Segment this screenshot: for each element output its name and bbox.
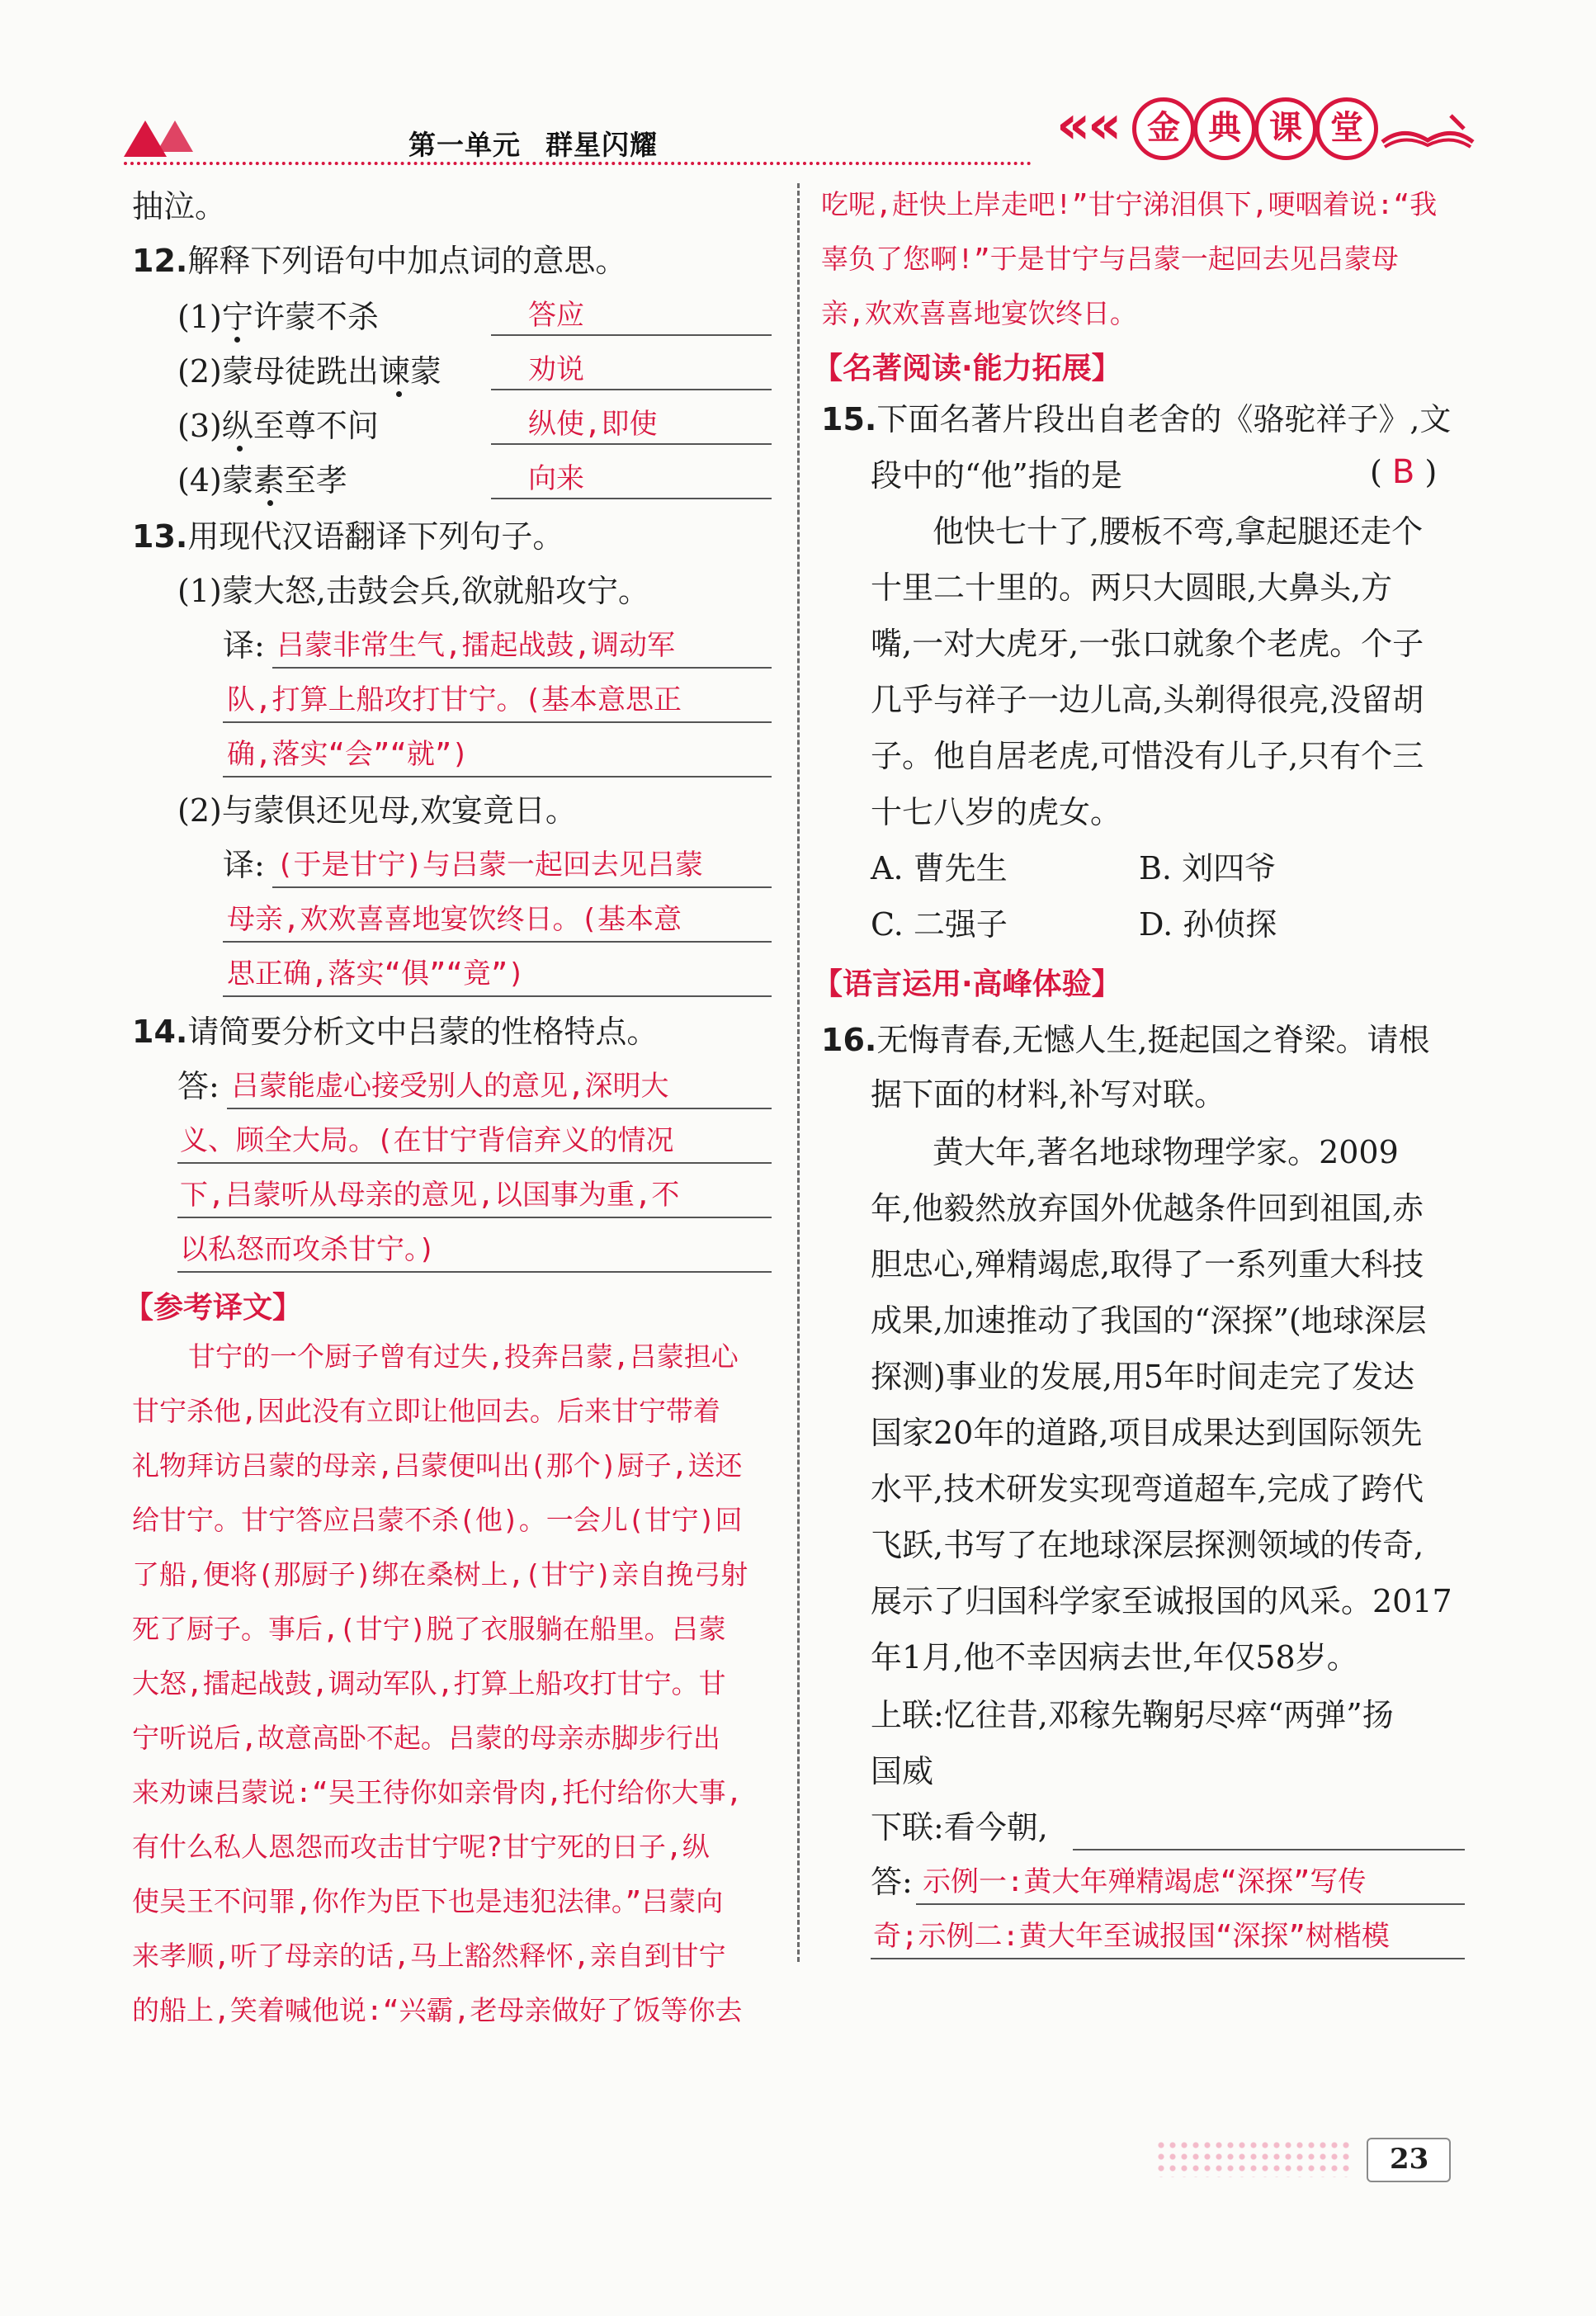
reference-line: 亲,欢欢喜喜地宴饮终日。: [821, 297, 1137, 329]
emphasis-dot: [237, 446, 243, 451]
brand-logo: [1056, 91, 1494, 165]
material-line: 飞跃,书写了在地球深层探测领域的传奇,: [871, 1527, 1424, 1563]
answer-line: [223, 941, 772, 943]
upper-couplet-cont: 国威: [871, 1753, 934, 1789]
q12-answer-4: 向来: [528, 462, 584, 495]
brand-char: 金: [1132, 97, 1195, 160]
answer-line: [491, 498, 772, 499]
answer-line: [1073, 1849, 1465, 1850]
passage-line: 他快七十了,腰板不弯,拿起腿还走个: [933, 513, 1424, 550]
material-line: 年1月,他不幸因病去世,年仅58岁。: [871, 1639, 1358, 1676]
reference-line: 吃呢,赶快上岸走吧!”甘宁涕泪俱下,哽咽着说:“我: [821, 188, 1438, 220]
upper-couplet: 上联:忆往昔,邓稼先鞠躬尽瘁“两弹”扬: [871, 1697, 1394, 1733]
answer-line: [491, 389, 772, 390]
q15-stem: 下面名著片段出自老舍的《骆驼祥子》,文: [876, 401, 1452, 437]
answer-line: [491, 334, 772, 336]
page-header: [124, 97, 1032, 163]
passage-line: 十七八岁的虎女。: [871, 794, 1122, 830]
q14-answer-line: 以私怒而攻杀甘宁。): [180, 1233, 436, 1266]
option-d: D. 孙侦探: [1139, 906, 1277, 943]
book-icon: [1378, 109, 1477, 150]
question-14: [132, 1010, 658, 1053]
answer-line: [177, 1271, 772, 1273]
unit-title: 群星闪耀: [545, 129, 658, 161]
q15-answer: B: [1391, 453, 1415, 491]
q13-answer-1-line: 队,打算上船攻打甘宁。(基本意思正: [227, 683, 682, 716]
q12-item-4: (4)蒙素至孝: [177, 462, 347, 499]
q12-answer-1: 答应: [528, 299, 584, 332]
answer-line: [272, 667, 772, 669]
q16-answer-line: 示例一:黄大年殚精竭虑“深探”写传: [923, 1865, 1367, 1898]
q16-answer-line: 奇;示例二:黄大年至诚报国“深探”树楷模: [873, 1920, 1390, 1953]
emphasis-dot: [234, 337, 240, 343]
header-divider: [124, 162, 1032, 165]
q15-number: 15.: [821, 401, 877, 437]
answer-line: [871, 1958, 1465, 1959]
lower-couplet-label: 下联:看今朝,: [871, 1809, 1048, 1846]
reference-line: 使吴王不问罪,你作为臣下也是违犯法律。”吕蒙向: [132, 1885, 724, 1917]
q12-answer-2: 劝说: [528, 353, 584, 386]
answer-line: [916, 1903, 1465, 1905]
q12-item-1: (1)宁许蒙不杀: [177, 299, 379, 335]
q15-stem-cont: 段中的“他”指的是: [871, 457, 1122, 494]
reference-line: 的船上,笑着喊他说:“兴霸,老母亲做好了饭等你去: [132, 1994, 743, 2026]
q12-item-2: (2)蒙母徒跣出谏蒙: [177, 353, 441, 390]
q13-answer-2-line: (于是甘宁)与吕蒙一起回去见吕蒙: [276, 848, 703, 881]
section-title-classics: 【名著阅读·能力拓展】: [813, 352, 1121, 385]
emphasis-dot: [396, 391, 402, 397]
q12-item-3: (3)纵至尊不问: [177, 408, 379, 444]
option-a: A. 曹先生: [871, 850, 1008, 886]
passage-line: 十里二十里的。两只大圆眼,大鼻头,方: [871, 570, 1393, 606]
answer-label: 答:: [177, 1068, 220, 1104]
translate-label: 译:: [223, 847, 265, 883]
q14-answer-line: 下,吕蒙听从母亲的意见,以国事为重,不: [180, 1179, 680, 1212]
answer-line: [227, 1108, 772, 1109]
answer-line: [223, 776, 772, 778]
answer-line: [491, 443, 772, 445]
q16-stem-cont: 据下面的材料,补写对联。: [871, 1076, 1226, 1113]
reference-line: 来孝顺,听了母亲的话,马上豁然释怀,亲自到甘宁: [132, 1940, 726, 1972]
passage-line: 子。他自居老虎,可惜没有儿子,只有个三: [871, 738, 1424, 774]
material-line: 探测)事业的发展,用5年时间走完了发达: [871, 1359, 1415, 1395]
q14-answer-line: 吕蒙能虚心接受别人的意见,深明大: [231, 1070, 669, 1103]
brand-char: 堂: [1315, 97, 1378, 160]
q13-stem: 用现代汉语翻译下列句子。: [187, 518, 564, 555]
q13-answer-2-line: 母亲,欢欢喜喜地宴饮终日。(基本意: [227, 903, 682, 936]
section-title-language: 【语言运用·高峰体验】: [813, 967, 1121, 1001]
unit-label: 第一单元: [408, 129, 521, 161]
chevron-left-icon: «: [1088, 95, 1122, 156]
footer-dots: [1155, 2139, 1353, 2177]
material-line: 胆忠心,殚精竭虑,取得了一系列重大科技: [871, 1246, 1424, 1283]
q13-answer-1-line: 吕蒙非常生气,擂起战鼓,调动军: [276, 629, 675, 662]
material-line: 黄大年,著名地球物理学家。2009: [933, 1134, 1399, 1170]
reference-line: 宁听说后,故意高卧不起。吕蒙的母亲赤脚步行出: [132, 1722, 720, 1754]
reference-line: 礼物拜访吕蒙的母亲,吕蒙便叫出(那个)厨子,送还: [132, 1449, 743, 1482]
carry-text: 抽泣。: [132, 188, 227, 225]
option-b: B. 刘四爷: [1139, 850, 1277, 886]
answer-line: [177, 1217, 772, 1218]
section-title-reference: 【参考译文】: [124, 1291, 303, 1325]
page-number-box: [1367, 2138, 1451, 2182]
reference-line: 来劝谏吕蒙说:“吴王待你如亲骨肉,托付给你大事,: [132, 1776, 743, 1808]
material-line: 展示了归国科学家至诚报国的风采。2017: [871, 1583, 1452, 1619]
reference-line: 大怒,擂起战鼓,调动军队,打算上船攻打甘宁。甘: [132, 1667, 726, 1699]
q15-answer-bracket: ( B ): [1370, 453, 1438, 491]
option-c: C. 二强子: [871, 906, 1008, 943]
unit-heading: [408, 124, 658, 163]
material-line: 成果,加速推动了我国的“深探”(地球深层: [871, 1302, 1427, 1339]
q13-sentence-2: (2)与蒙俱还见母,欢宴竟日。: [177, 792, 577, 829]
reference-line: 给甘宁。甘宁答应吕蒙不杀(他)。一会儿(甘宁)回: [132, 1504, 743, 1536]
emphasis-dot: [267, 500, 273, 506]
column-divider: [797, 183, 801, 1962]
material-line: 水平,技术研发实现弯道超车,完成了跨代: [871, 1471, 1424, 1507]
header-triangle-icon: [157, 121, 193, 152]
question-15: [821, 398, 1451, 441]
reference-line: 辜负了您啊!”于是甘宁与吕蒙一起回去见吕蒙母: [821, 243, 1399, 275]
material-line: 国家20年的道路,项目成果达到国际领先: [871, 1415, 1423, 1451]
answer-line: [223, 995, 772, 997]
question-12: [132, 239, 626, 282]
brand-char: 课: [1254, 97, 1317, 160]
q14-answer-line: 义、顾全大局。(在甘宁背信弃义的情况: [180, 1124, 674, 1157]
q14-number: 14.: [132, 1014, 188, 1050]
q12-stem: 解释下列语句中加点词的意思。: [187, 243, 627, 279]
translate-label: 译:: [223, 627, 265, 664]
question-16: [821, 1019, 1430, 1061]
reference-line: 甘宁的一个厨子曾有过失,投奔吕蒙,吕蒙担心: [188, 1340, 739, 1373]
q13-number: 13.: [132, 518, 188, 555]
reference-line: 了船,便将(那厨子)绑在桑树上,(甘宁)亲自挽弓射: [132, 1558, 748, 1590]
q14-stem: 请简要分析文中吕蒙的性格特点。: [187, 1014, 659, 1050]
brand-char: 典: [1193, 97, 1256, 160]
chevron-left-icon: «: [1056, 95, 1091, 156]
passage-line: 几乎与祥子一边儿高,头剃得很亮,没留胡: [871, 682, 1424, 718]
q13-answer-1-line: 确,落实“会”“就”): [227, 738, 469, 771]
page-number: 23: [1390, 2143, 1429, 2176]
reference-line: 有什么私人恩怨而攻击甘宁呢?甘宁死的日子,纵: [132, 1831, 710, 1863]
q13-sentence-1: (1)蒙大怒,击鼓会兵,欲就船攻宁。: [177, 573, 649, 609]
question-13: [132, 515, 564, 558]
reference-line: 死了厨子。事后,(甘宁)脱了衣服躺在船里。吕蒙: [132, 1613, 726, 1645]
answer-label: 答:: [871, 1864, 913, 1900]
reference-line: 甘宁杀他,因此没有立即让他回去。后来甘宁带着: [132, 1395, 720, 1427]
answer-line: [223, 721, 772, 723]
q16-stem: 无悔青春,无憾人生,挺起国之脊梁。请根: [876, 1022, 1430, 1058]
material-line: 年,他毅然放弃国外优越条件回到祖国,赤: [871, 1190, 1424, 1227]
q12-answer-3: 纵使,即使: [528, 408, 658, 441]
q16-number: 16.: [821, 1022, 877, 1058]
answer-line: [272, 886, 772, 888]
q13-answer-2-line: 思正确,落实“俱”“竟”): [227, 957, 525, 990]
answer-line: [177, 1162, 772, 1164]
passage-line: 嘴,一对大虎牙,一张口就象个老虎。个子: [871, 626, 1424, 662]
q12-number: 12.: [132, 243, 188, 279]
